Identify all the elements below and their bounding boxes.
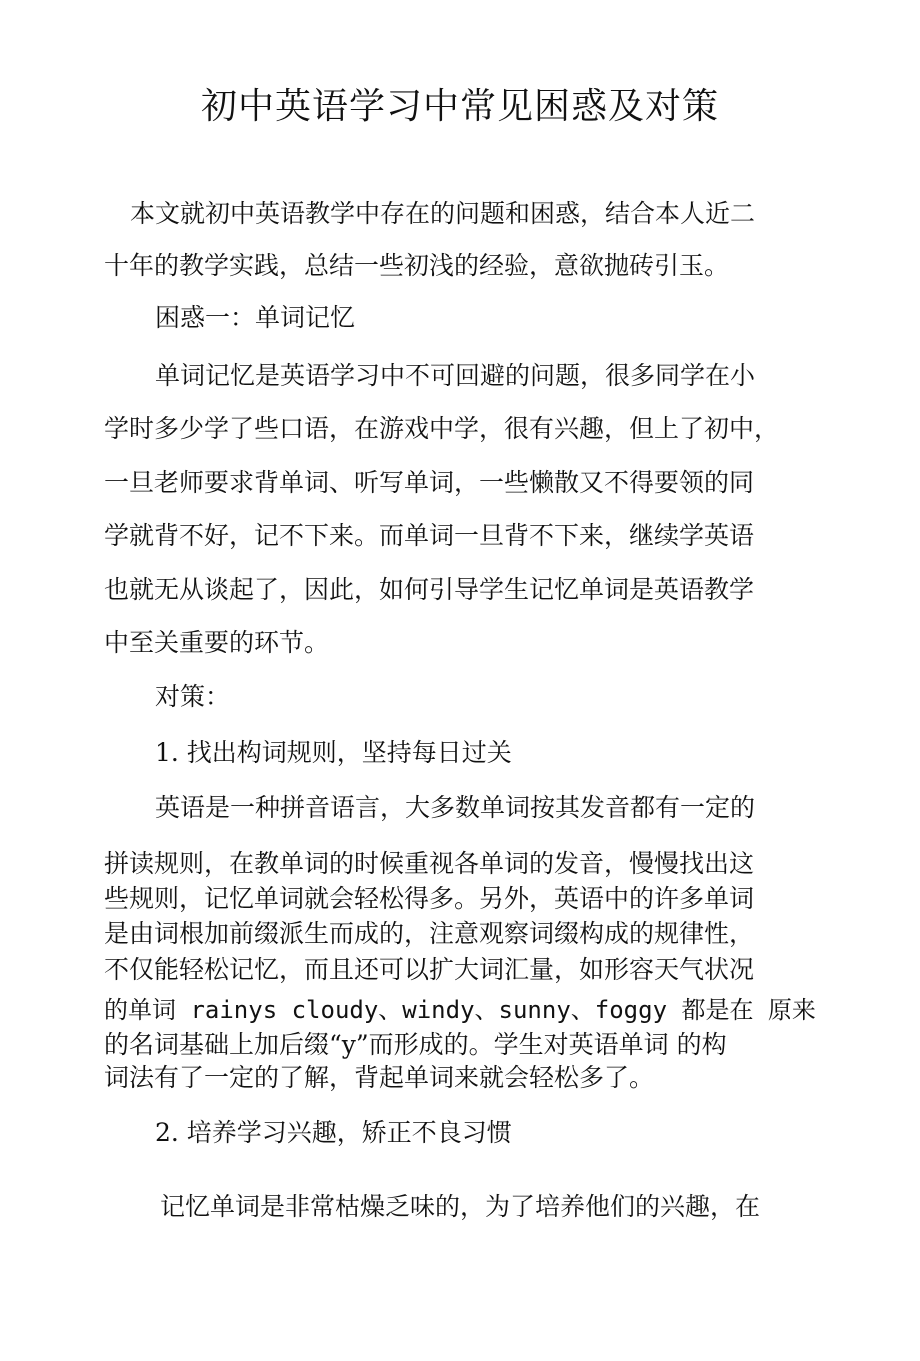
paragraph-line: 拼读规则，在教单词的时候重视各单词的发音，慢慢找出这 <box>104 849 755 878</box>
intro-line: 十年的教学实践，总结一些初浅的经验，意欲抛砖引玉。 <box>104 251 730 280</box>
intro-line: 本文就初中英语教学中存在的问题和困惑，结合本人近二 <box>130 199 756 228</box>
paragraph-line: 些规则，记忆单词就会轻松得多。另外，英语中的许多单词 <box>104 884 755 913</box>
paragraph-line: 一旦老师要求背单词、听写单词，一些懒散又不得要领的同 <box>104 468 755 497</box>
paragraph-line: 是由词根加前缀派生而成的，注意观察词缀构成的规律性， <box>104 919 755 948</box>
paragraph-line: 中至关重要的环节。 <box>104 628 330 657</box>
paragraph-line: 学就背不好，记不下来。而单词一旦背不下来，继续学英语 <box>104 521 755 550</box>
document-title: 初中英语学习中常见困惑及对策 <box>200 86 719 127</box>
paragraph-line: 单词记忆是英语学习中不可回避的问题，很多同学在小 <box>155 361 756 390</box>
paragraph-line: 也就无从谈起了，因此，如何引导学生记忆单词是英语教学 <box>104 575 755 604</box>
paragraph-line: 英语是一种拼音语言，大多数单词按其发音都有一定的 <box>155 793 756 822</box>
paragraph-line: 不仅能轻松记忆，而且还可以扩大词汇量，如形容天气状况 <box>104 955 755 984</box>
strategy-label: 对策： <box>155 682 231 711</box>
section-heading: 困惑一：单词记忆 <box>155 303 356 332</box>
paragraph-line: 的名词基础上加后缀“y”而形成的。学生对英语单词 的构 <box>104 1030 727 1059</box>
strategy-heading: 1. 找出构词规则，坚持每日过关 <box>155 738 512 767</box>
paragraph-line: 的单词 rainys cloudy、windy、sunny、foggy 都是在 原来 <box>104 996 816 1024</box>
paragraph-line: 词法有了一定的了解，背起单词来就会轻松多了。 <box>104 1063 655 1092</box>
strategy-heading: 2. 培养学习兴趣，矫正不良习惯 <box>155 1118 512 1147</box>
paragraph-line: 记忆单词是非常枯燥乏味的，为了培养他们的兴趣，在 <box>160 1192 761 1221</box>
paragraph-line: 学时多少学了些口语，在游戏中学，很有兴趣，但上了初中， <box>104 414 780 443</box>
